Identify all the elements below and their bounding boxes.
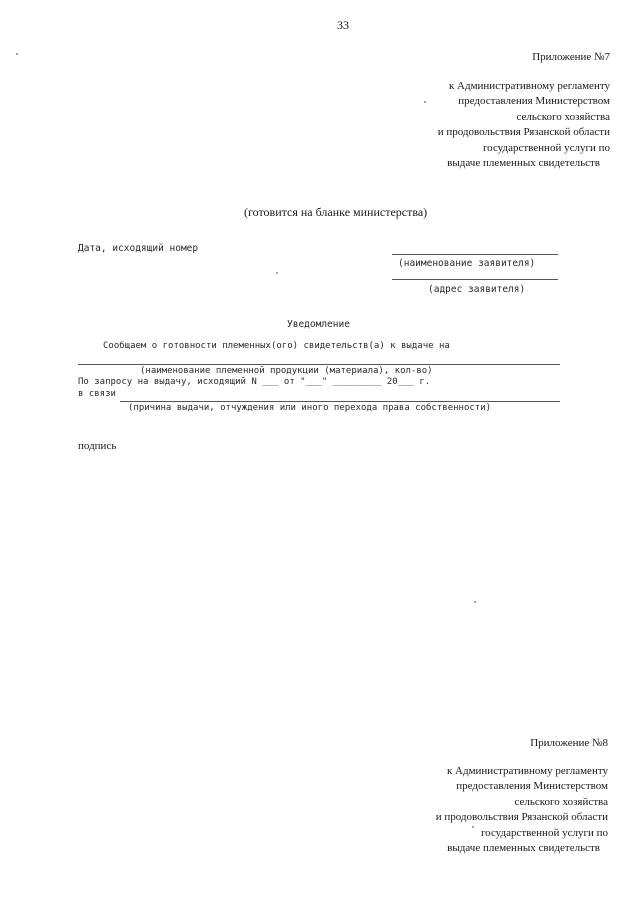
product-line [78,364,560,365]
appendix-7-line: и продовольствия Рязанской области [437,126,610,138]
notice-title: Уведомление [287,319,350,330]
scan-speck [474,601,476,603]
notice-line-1: Сообщаем о готовности племенных(ого) свидетельств(а) к выдаче на [103,341,450,351]
scan-speck [276,272,278,274]
appendix-8-line: выдаче племенных свидетельств [447,842,600,854]
signature-label: подпись [78,440,117,452]
appendix-7-line: государственной услуги по [482,141,610,154]
reason-line [120,401,560,402]
applicant-address-caption: (адрес заявителя) [428,284,526,295]
appendix-8-line: государственной услуги по [480,826,608,839]
date-number-label: Дата, исходящий номер [78,243,199,254]
appendix-7-title: Приложение №7 [532,51,610,63]
appendix-8-line: к Административному регламенту [446,764,608,777]
appendix-7-block [438,50,610,172]
scan-speck [16,53,18,55]
appendix-7-line: выдаче племенных свидетельств [447,157,600,169]
appendix-8-line: предоставления Министерством [456,780,608,792]
scan-speck [424,101,426,103]
in-connection-label: в связи [78,389,116,399]
page-number: 33 [337,18,349,32]
appendix-7-line: сельского хозяйства [516,110,610,123]
letterhead-note: (готовится на бланке министерства) [244,205,428,219]
applicant-name-line [392,254,558,255]
applicant-name-caption: (наименование заявителя) [398,258,536,269]
appendix-8-title: Приложение №8 [530,737,608,749]
appendix-8-line: и продовольствия Рязанской области [435,811,608,823]
product-caption: (наименование племенной продукции (материала), кол-во) [140,366,433,376]
request-line: По запросу на выдачу, исходящий N ___ от "___" _________ 20___ г. [78,377,431,387]
appendix-8-block [436,736,608,857]
appendix-7-line: предоставления Министерством [458,95,610,107]
appendix-7-line: к Административному регламенту [448,79,610,92]
applicant-address-line [392,279,558,280]
reason-caption: (причина выдачи, отчуждения или иного перехода права собственности) [128,403,492,413]
appendix-8-line: сельского хозяйства [514,795,608,808]
